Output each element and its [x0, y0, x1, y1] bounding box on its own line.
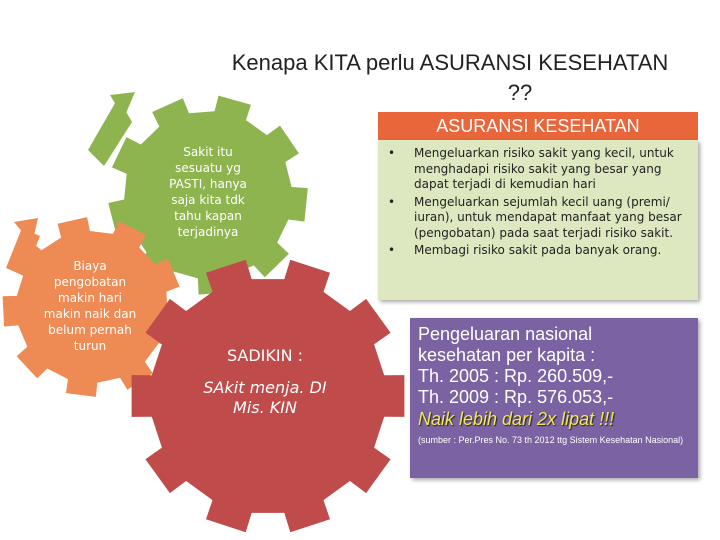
- list-item: [388, 146, 688, 193]
- green-gear-text: Sakit itu sesuatu yg PASTI, hanya saja kita tdk tahu kapan terjadinya: [169, 145, 247, 239]
- red-gear-subtitle: SAkit menja. DI Mis. KIN: [203, 378, 327, 417]
- red-gear-title: SADIKIN :: [226, 346, 304, 365]
- orange-gear-text: Biaya pengobatan makin hari makin naik dan belum pernah turun: [43, 259, 137, 353]
- pengeluaran-box: [410, 318, 698, 478]
- slide-title-line2: ??: [507, 80, 533, 105]
- pengeluaran-line: kesehatan per kapita :: [418, 345, 596, 365]
- pengeluaran-line: Pengeluaran nasional: [418, 324, 593, 344]
- bullet-icon: •: [388, 146, 396, 160]
- asuransi-header: ASURANSI KESEHATAN: [378, 112, 698, 140]
- asuransi-list-panel: [378, 140, 698, 300]
- list-item: [388, 243, 688, 259]
- list-item-text: Membagi risiko sakit pada banyak orang.: [414, 243, 662, 257]
- pengeluaran-line: Th. 2009 : Rp. 576.053,-: [418, 387, 614, 407]
- bullet-icon: •: [388, 194, 396, 209]
- asuransi-list: [378, 140, 698, 259]
- list-item-text: Mengeluarkan risiko sakit yang kecil, untuk menghadapi risiko sakit yang besar yang dapat terjadi di kemudian hari: [414, 146, 674, 191]
- slide-title-line1: Kenapa KITA perlu ASURANSI KESEHATAN: [231, 50, 669, 75]
- list-item: [388, 194, 688, 242]
- bullet-icon: •: [388, 243, 396, 257]
- list-item-text: Mengeluarkan sejumlah kecil uang (premi/ iuran), untuk mendapat manfaat yang besar (pengobatan) pada saat terjadi risiko sakit.: [414, 194, 682, 240]
- pengeluaran-line: Th. 2005 : Rp. 260.509,-: [418, 366, 614, 386]
- pengeluaran-highlight: Naik lebih dari 2x lipat !!!: [418, 409, 615, 429]
- pengeluaran-source: (sumber : Per.Pres No. 73 th 2012 ttg Sistem Kesehatan Nasional): [418, 435, 684, 445]
